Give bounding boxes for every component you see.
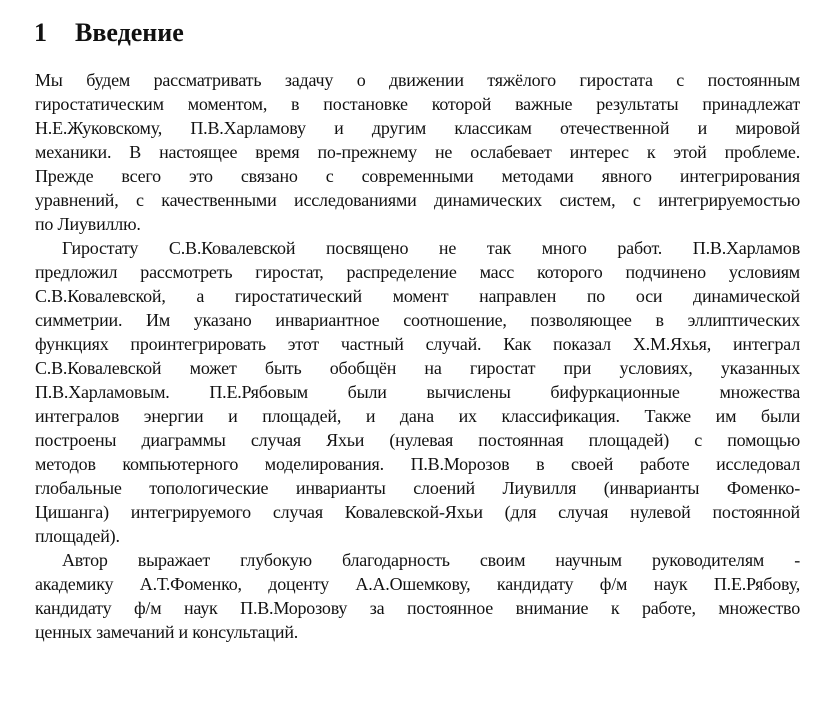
section-body	[35, 68, 800, 644]
section-number: 1	[34, 18, 47, 47]
text-line: уравнений, с качественными исследованиями динамических систем, с интегрируемостью	[35, 190, 800, 210]
text-line: предложил рассмотреть гиростат, распределение масс которого подчинено условиям	[35, 262, 800, 282]
text-line: академику А.Т.Фоменко, доценту А.А.Ошемкову, кандидату ф/м наук П.Е.Рябову,	[35, 574, 800, 594]
text-line: С.В.Ковалевской может быть обобщён на гиростат при условиях, указанных	[35, 358, 800, 378]
text-line: механики. В настоящее время по-прежнему не ослабевает интерес к этой проблеме.	[35, 142, 800, 162]
text-line: Автор выражает глубокую благодарность своим научным руководителям -	[62, 550, 800, 570]
text-line: методов компьютерного моделирования. П.В.Морозов в своей работе исследовал	[35, 454, 800, 474]
text-line: симметрии. Им указано инвариантное соотношение, позволяющее в эллиптических	[35, 310, 800, 330]
paragraph	[35, 68, 800, 236]
text-line: Гиростату С.В.Ковалевской посвящено не так много работ. П.В.Харламов	[62, 238, 800, 258]
text-line: функциях проинтегрировать этот частный случай. Как показал Х.М.Яхья, интеграл	[35, 334, 800, 354]
text-line: площадей).	[35, 526, 120, 546]
paragraph	[35, 236, 800, 548]
text-line: глобальные топологические инварианты слоений Лиувилля (инварианты Фоменко-	[35, 478, 800, 498]
text-line: гиростатическим моментом, в постановке которой важные результаты принадлежат	[35, 94, 800, 114]
text-line: Мы будем рассматривать задачу о движении тяжёлого гиростата с постоянным	[35, 70, 800, 90]
text-line: Н.Е.Жуковскому, П.В.Харламову и другим классикам отечественной и мировой	[35, 118, 800, 138]
text-line: по Лиувиллю.	[35, 214, 141, 234]
text-line: построены диаграммы случая Яхьи (нулевая постоянная площадей) с помощью	[35, 430, 800, 450]
text-line: С.В.Ковалевской, а гиростатический момент направлен по оси динамической	[35, 286, 800, 306]
section-title: Введение	[75, 18, 184, 47]
paragraph	[35, 548, 800, 644]
text-line: ценных замечаний и консультаций.	[35, 622, 299, 642]
text-line: интегралов энергии и площадей, и дана их классификация. Также им были	[35, 406, 800, 426]
text-line: П.В.Харламовым. П.Е.Рябовым были вычислены бифуркационные множества	[35, 382, 800, 402]
text-line: кандидату ф/м наук П.В.Морозову за постоянное внимание к работе, множество	[35, 598, 800, 618]
text-line: Прежде всего это связано с современными методами явного интегрирования	[35, 166, 800, 186]
text-line: Цишанга) интегрируемого случая Ковалевской-Яхьи (для случая нулевой постоянной	[35, 502, 800, 522]
section-heading	[34, 18, 184, 48]
